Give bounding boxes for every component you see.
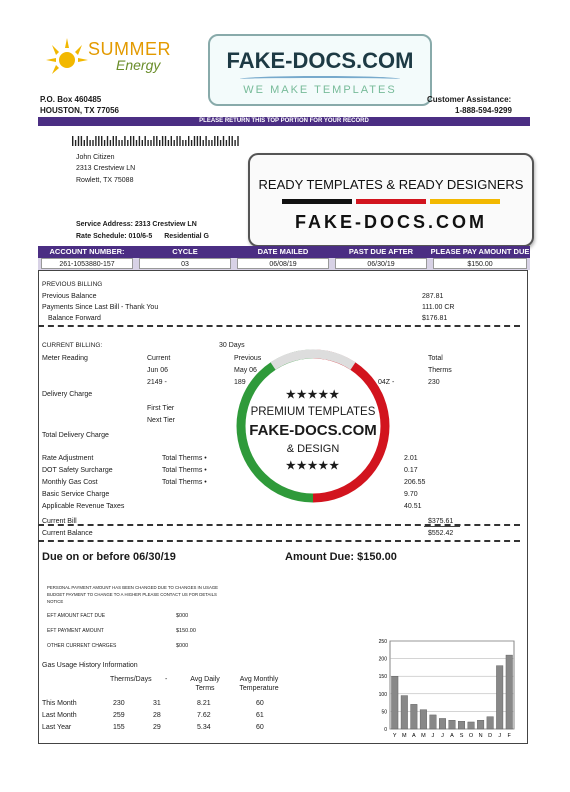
charge-label: Monthly Gas Cost — [42, 479, 98, 486]
sun-icon — [44, 36, 90, 80]
account-strip — [38, 246, 530, 270]
account-header-4: PLEASE PAY AMOUNT DUE — [430, 247, 530, 256]
company-address-line2: HOUSTON, TX 77056 — [40, 106, 119, 115]
chart-x-tick: S — [459, 733, 464, 739]
meter-reading-label: Meter Reading — [42, 355, 88, 362]
flag-stripe-red — [356, 199, 426, 204]
rate-schedule — [76, 232, 209, 241]
chart-bar — [439, 718, 446, 729]
stamp-line2: FAKE-DOCS.COM — [249, 422, 377, 439]
stamp-line1: PREMIUM TEMPLATES — [250, 406, 376, 418]
account-value-1: 03 — [139, 258, 231, 269]
eft-amount: $000 — [176, 613, 189, 619]
chart-x-tick: M — [421, 733, 426, 739]
current-bill-underline — [424, 526, 460, 527]
chart-x-tick: F — [507, 733, 511, 739]
watermark-top-sub: WE MAKE TEMPLATES — [243, 84, 397, 96]
history-days: 29 — [153, 724, 161, 731]
previous-row-label: Payments Since Last Bill - Thank You — [42, 304, 159, 311]
divider-3 — [38, 540, 520, 542]
account-value-2: 06/08/19 — [237, 258, 329, 269]
account-header-1: CYCLE — [172, 247, 198, 256]
assistance-phone: 1-888-594-9299 — [455, 106, 512, 115]
charge-label: DOT Safety Surcharge — [42, 467, 113, 474]
chart-bar — [506, 655, 513, 729]
chart-frame — [390, 641, 514, 729]
charge-amount: 206.55 — [404, 479, 426, 486]
chart-bar — [468, 722, 475, 729]
stamp-line3: & DESIGN — [286, 443, 340, 455]
postal-barcode — [72, 136, 242, 146]
history-days: 31 — [153, 700, 161, 707]
watermark-top-title: FAKE-DOCS.COM — [226, 48, 414, 73]
usage-chart — [368, 633, 520, 743]
rate-schedule-value: 010/6-5 — [128, 233, 153, 240]
chart-x-tick: J — [431, 733, 435, 739]
assistance-label: Customer Assistance: — [427, 95, 512, 104]
previous-billing-title: PREVIOUS BILLING — [42, 281, 103, 288]
chart-x-tick: A — [412, 733, 416, 739]
usage-chart-svg — [368, 633, 520, 743]
history-label: This Month — [42, 700, 77, 707]
total-delivery-label: Total Delivery Charge — [42, 432, 109, 439]
current-value: 2149 - — [147, 379, 167, 386]
previous-row-label: Balance Forward — [48, 315, 101, 322]
history-avg: 7.62 — [197, 712, 211, 719]
chart-bar — [449, 720, 456, 729]
previous-value: 189 — [234, 379, 246, 386]
eft-label: EFT AMOUNT FACT DUE — [47, 613, 106, 619]
current-bill-amount: $375.61 — [428, 518, 454, 525]
history-label: Last Year — [42, 724, 72, 731]
previous-header: Previous — [234, 355, 262, 362]
company-address-line1: P.O. Box 460485 — [40, 95, 102, 104]
charge-amount: 40.51 — [404, 503, 422, 510]
history-temp: 60 — [256, 700, 264, 707]
watermark-mid-line1: READY TEMPLATES & READY DESIGNERS — [258, 177, 524, 192]
charge-desc: Total Therms • — [162, 455, 207, 462]
charge-desc: Total Therms • — [162, 467, 207, 474]
premium-stamp — [233, 346, 393, 506]
customer-name: John Citizen — [76, 154, 115, 161]
customer-city: Rowlett, TX 75088 — [76, 177, 134, 184]
charge-label: Basic Service Charge — [42, 491, 110, 498]
eft-label: OTHER CURRENT CHARGES — [47, 643, 117, 649]
logo-text-energy: Energy — [116, 57, 161, 73]
account-header-0: ACCOUNT NUMBER: — [49, 247, 125, 256]
chart-x-tick: N — [478, 733, 483, 739]
logo-text-summer: SUMMER — [88, 39, 171, 59]
previous-row-label: Previous Balance — [42, 293, 97, 300]
chart-x-tick: Y — [392, 733, 397, 739]
previous-row-amount: $176.81 — [422, 315, 448, 322]
charge-amount: 0.17 — [404, 467, 418, 474]
eft-label: EFT PAYMENT AMOUNT — [47, 628, 104, 634]
rate-schedule-label: Rate Schedule: — [76, 233, 127, 240]
history-avg: 8.21 — [197, 700, 211, 707]
history-header-therms-days: Therms/Days — [110, 676, 152, 683]
chart-y-tick: 200 — [378, 656, 387, 663]
notice-line-2: BUDGET PAYMENT TO CHANGE TO A HIGHER PLEASE CONTACT US FOR DETAILS — [47, 592, 217, 597]
flag-stripe-black — [282, 199, 352, 204]
service-address-label: Service Address: — [76, 221, 133, 228]
watermark-top-wave — [240, 76, 400, 82]
chart-bar — [496, 666, 503, 729]
charge-label: Applicable Revenue Taxes — [42, 503, 125, 510]
history-label: Last Month — [42, 712, 77, 719]
chart-y-tick: 150 — [378, 674, 387, 681]
divider-2 — [38, 524, 520, 526]
total-header: Total — [428, 355, 443, 362]
reading-diff: 04Z - — [378, 379, 395, 386]
current-balance-amount: $552.42 — [428, 530, 454, 537]
chart-x-tick: D — [488, 733, 493, 739]
current-header: Current — [147, 355, 171, 362]
current-billing-title: CURRENT BILLING: — [42, 342, 103, 349]
chart-bar — [392, 676, 399, 729]
due-date: Due on or before 06/30/19 — [42, 551, 176, 563]
current-bill-label: Current Bill — [42, 518, 77, 525]
stamp-stars-bottom: ★★★★★ — [285, 460, 341, 472]
chart-x-tick: O — [468, 733, 474, 739]
current-balance-label: Current Balance — [42, 530, 93, 537]
chart-y-tick: 0 — [384, 727, 387, 733]
history-header-avg-daily: Avg Daily Terms — [190, 676, 220, 692]
history-days: 28 — [153, 712, 161, 719]
customer-street: 2313 Crestview LN — [76, 165, 136, 172]
delivery-charge-label: Delivery Charge — [42, 391, 93, 398]
return-banner-text: PLEASE RETURN THIS TOP PORTION FOR YOUR RECORD — [199, 118, 369, 124]
chart-y-tick: 100 — [378, 691, 387, 698]
chart-bar — [420, 710, 427, 729]
previous-row-amount: 287.81 — [422, 293, 444, 300]
therms-header: Therms — [428, 367, 452, 374]
account-value-3: 06/30/19 — [335, 258, 427, 269]
charge-amount: 9.70 — [404, 491, 418, 498]
billing-days: 30 Days — [219, 342, 245, 349]
charge-amount: 2.01 — [404, 455, 418, 462]
next-tier-label: Next Tier — [147, 417, 176, 424]
eft-amount: $000 — [176, 643, 189, 649]
previous-date: May 06 — [234, 367, 257, 374]
summer-energy-logo — [44, 36, 184, 81]
history-therms: 230 — [113, 700, 125, 707]
first-tier-label: First Tier — [147, 405, 175, 412]
service-address — [76, 220, 197, 229]
service-address-value: 2313 Crestview LN — [134, 221, 197, 228]
chart-y-tick: 250 — [378, 639, 387, 645]
stamp-stars-top: ★★★★★ — [285, 389, 341, 401]
history-header-avg-monthly: Avg Monthly Temperature — [239, 676, 279, 692]
chart-x-tick: J — [441, 733, 444, 739]
therms-value: 230 — [428, 379, 440, 386]
account-header-3: PAST DUE AFTER — [348, 247, 414, 256]
history-temp: 60 — [256, 724, 264, 731]
history-temp: 61 — [256, 712, 264, 719]
history-therms: 155 — [113, 724, 125, 731]
chart-bar — [458, 721, 465, 729]
account-value-0: 261-1053880-157 — [41, 258, 133, 269]
eft-amount: $150.00 — [176, 628, 196, 634]
return-banner — [38, 117, 530, 126]
account-header-2: DATE MAILED — [257, 247, 309, 256]
chart-bar — [430, 715, 437, 729]
charge-label: Rate Adjustment — [42, 455, 94, 462]
current-date: Jun 06 — [147, 367, 169, 374]
history-avg: 5.34 — [197, 724, 211, 731]
history-header-dash: - — [165, 676, 168, 683]
notice-line-1: PERSONAL PAYMENT AMOUNT HAS BEEN CHANGED DUE TO CHANGES IN USAGE — [47, 585, 219, 590]
flag-stripe-gold — [430, 199, 500, 204]
history-therms: 259 — [113, 712, 125, 719]
chart-y-tick: 50 — [381, 709, 387, 716]
chart-bar — [477, 720, 484, 729]
chart-x-tick: M — [402, 733, 407, 739]
previous-row-amount: 111.00 CR — [422, 304, 455, 311]
account-value-4: $150.00 — [433, 258, 527, 269]
chart-x-tick: A — [450, 733, 454, 739]
rate-schedule-type: Residential G — [164, 233, 209, 240]
watermark-top — [208, 34, 432, 106]
divider-1 — [38, 325, 520, 327]
chart-bar — [487, 717, 494, 729]
chart-bar — [411, 704, 418, 729]
amount-due: Amount Due: $150.00 — [285, 551, 397, 563]
charge-desc: Total Therms • — [162, 479, 207, 486]
watermark-mid — [248, 153, 534, 247]
chart-x-tick: J — [498, 733, 502, 739]
notice-line-3: NOTICE — [47, 599, 64, 604]
watermark-mid-line2: FAKE-DOCS.COM — [295, 212, 487, 232]
chart-bar — [401, 696, 408, 729]
history-title: Gas Usage History Information — [42, 662, 138, 669]
